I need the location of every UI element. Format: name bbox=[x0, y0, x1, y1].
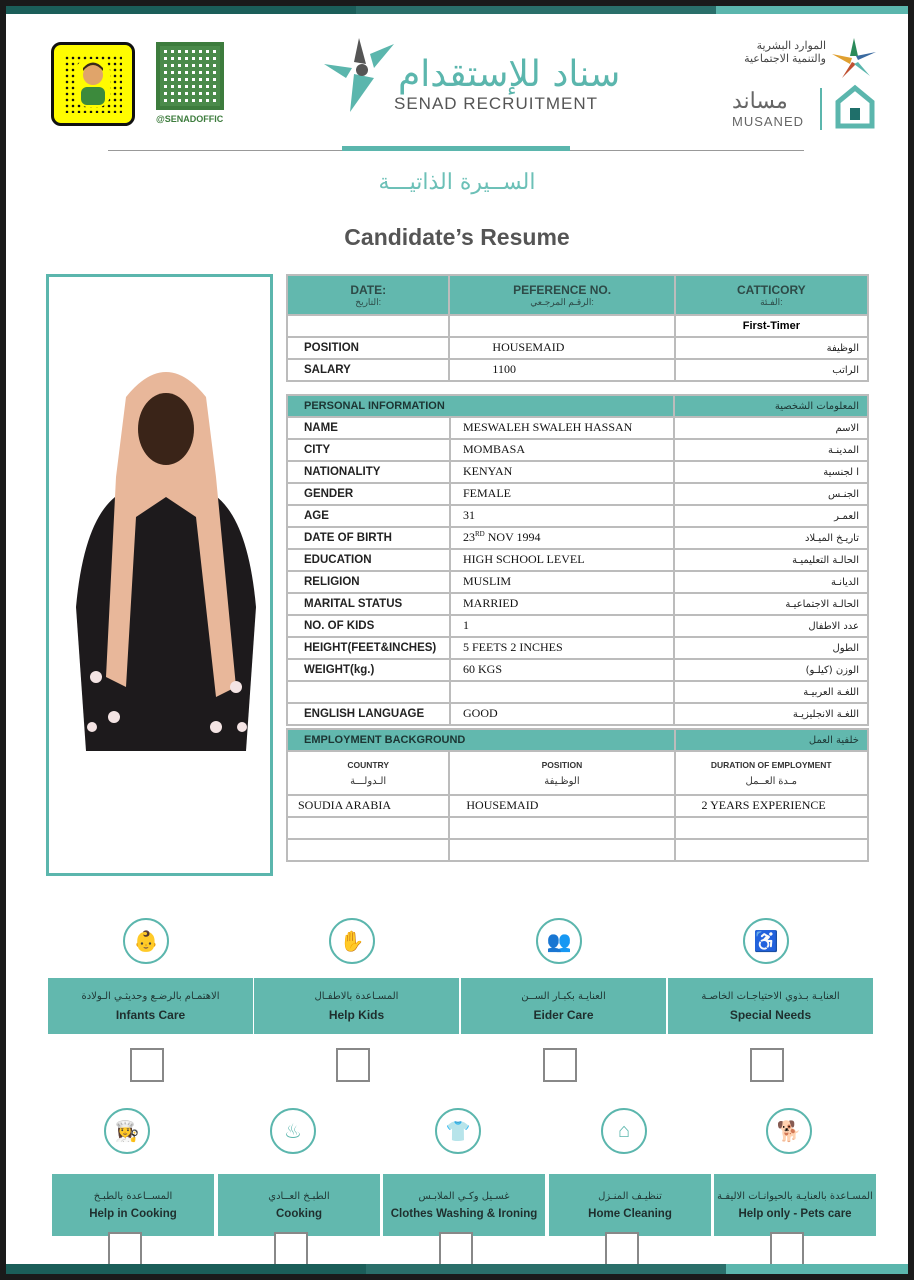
duration-header: DURATION OF EMPLOYMENT مـدة العــمل bbox=[675, 751, 868, 795]
skill-label: المســاعدة بالطبـخ Help in Cooking bbox=[52, 1174, 214, 1236]
table-row: NAME MESWALEH SWALEH HASSAN الاسم bbox=[287, 417, 868, 439]
cooking-pot-icon: ♨ bbox=[270, 1108, 316, 1154]
table-row: GENDER FEMALE الجنـس bbox=[287, 483, 868, 505]
skill-label: الاهتمـام بالرضـع وحديثـي الـولادة Infants Care bbox=[48, 978, 253, 1034]
position-header: POSITION الوظـيفة bbox=[449, 751, 674, 795]
summary-table bbox=[286, 274, 869, 382]
musaned-arabic: مساند bbox=[732, 88, 788, 113]
shirt-icon: 👕 bbox=[435, 1108, 481, 1154]
skill-label: المسـاعدة بالاطفـال Help Kids bbox=[254, 978, 459, 1034]
table-row bbox=[287, 839, 868, 861]
pet-icon: 🐕 bbox=[766, 1108, 812, 1154]
bottom-color-bar bbox=[6, 1264, 908, 1274]
house-clean-icon: ⌂ bbox=[601, 1108, 647, 1154]
skill-checkbox[interactable] bbox=[605, 1232, 639, 1266]
skill-label: العنايـة بكبـار الســن Eider Care bbox=[461, 978, 666, 1034]
header-accent-bar bbox=[342, 146, 570, 151]
candidate-photo bbox=[66, 357, 264, 751]
ministry-name: الموارد البشرية والتنمية الاجتماعية bbox=[744, 40, 826, 65]
ministry-logo-icon bbox=[828, 34, 880, 82]
photo-frame bbox=[46, 274, 273, 876]
cook-helper-icon: 👩‍🍳 bbox=[104, 1108, 150, 1154]
table-row: NO. OF KIDS 1 عدد الاطفال bbox=[287, 615, 868, 637]
table-row: HEIGHT(FEET&INCHES) 5 FEETS 2 INCHES الطول bbox=[287, 637, 868, 659]
qr-label: @SENADOFFIC bbox=[156, 114, 224, 124]
skill-label: الطبـخ العــادي Cooking bbox=[218, 1174, 380, 1236]
skill-checkbox[interactable] bbox=[108, 1232, 142, 1266]
skill-label: المسـاعدة بالعنايـة بالحيوانـات الاليفـة Help only - Pets care bbox=[714, 1174, 876, 1236]
skill-checkbox[interactable] bbox=[439, 1232, 473, 1266]
skill-checkbox[interactable] bbox=[770, 1232, 804, 1266]
logo-divider bbox=[820, 88, 822, 130]
senad-logo-icon bbox=[324, 34, 394, 114]
table-row: WEIGHT(kg.) 60 KGS الوزن (كيلـو) bbox=[287, 659, 868, 681]
personal-info-title-ar: المعلومات الشخصية bbox=[674, 395, 868, 417]
reference-value bbox=[449, 315, 674, 337]
skill-label: العنايـة بـذوي الاحتياجـات الخاصـة Special Needs bbox=[668, 978, 873, 1034]
musaned-logo-icon bbox=[834, 84, 876, 130]
category-header: CATTICORY الفـئة: bbox=[675, 275, 868, 315]
table-row: اللغـة العربيـة bbox=[287, 681, 868, 703]
employment-title-ar: خلفية العمل bbox=[675, 729, 868, 751]
page-title-arabic: الســيرة الذاتيـــة bbox=[378, 170, 536, 195]
dob-value: 23RD NOV 1994 bbox=[450, 527, 674, 549]
table-row: NATIONALITY KENYAN ا لجنسية bbox=[287, 461, 868, 483]
top-color-bar bbox=[6, 6, 908, 14]
skill-label: تنظيـف المنـزل Home Cleaning bbox=[549, 1174, 711, 1236]
table-row: ENGLISH LANGUAGE GOOD اللغـة الانجليزيـة bbox=[287, 703, 868, 725]
hand-kids-icon: ✋ bbox=[329, 918, 375, 964]
snapcode-icon bbox=[51, 42, 135, 126]
table-row: AGE 31 العمـر bbox=[287, 505, 868, 527]
employment-table bbox=[286, 728, 869, 862]
baby-care-icon: 👶 bbox=[123, 918, 169, 964]
country-header: COUNTRY الـدولـــة bbox=[287, 751, 449, 795]
skill-checkbox[interactable] bbox=[336, 1048, 370, 1082]
resume-page bbox=[6, 6, 908, 1274]
skill-checkbox[interactable] bbox=[274, 1232, 308, 1266]
reference-header: PEFERENCE NO. الرقـم المرجـعي: bbox=[449, 275, 674, 315]
table-row: RELIGION MUSLIM الديانـة bbox=[287, 571, 868, 593]
date-header: DATE: التاريخ: bbox=[287, 275, 449, 315]
elderly-icon: 👥 bbox=[536, 918, 582, 964]
category-value: First-Timer bbox=[675, 315, 868, 337]
skill-checkbox[interactable] bbox=[130, 1048, 164, 1082]
logo-arabic: سناد للإستقدام bbox=[398, 54, 621, 95]
skill-label: غسـيل وكـي الملابـس Clothes Washing & Ironing bbox=[383, 1174, 545, 1236]
table-row bbox=[287, 817, 868, 839]
personal-info-table bbox=[286, 394, 869, 726]
logo-english: SENAD RECRUITMENT bbox=[394, 94, 599, 113]
table-row: SALARY 1100 الراتب bbox=[287, 359, 868, 381]
table-row: SOUDIA ARABIA HOUSEMAID 2 YEARS EXPERIENCE bbox=[287, 795, 868, 817]
table-row: EDUCATION HIGH SCHOOL LEVEL الحالـة التعليميـة bbox=[287, 549, 868, 571]
skill-checkbox[interactable] bbox=[750, 1048, 784, 1082]
skill-checkbox[interactable] bbox=[543, 1048, 577, 1082]
qr-code-icon bbox=[156, 42, 224, 110]
table-row: DATE OF BIRTH 23RD NOV 1994 تاريـخ الميـلاد bbox=[287, 527, 868, 549]
table-row: MARITAL STATUS MARRIED الحالـة الاجتماعيـة bbox=[287, 593, 868, 615]
table-row: CITY MOMBASA المدينـة bbox=[287, 439, 868, 461]
avatar bbox=[76, 59, 110, 107]
page-title: Candidate’s Resume bbox=[344, 224, 570, 250]
personal-info-title: PERSONAL INFORMATION bbox=[287, 395, 674, 417]
employment-title: EMPLOYMENT BACKGROUND bbox=[287, 729, 675, 751]
date-value bbox=[287, 315, 449, 337]
table-row: POSITION HOUSEMAID الوظيفة bbox=[287, 337, 868, 359]
musaned-english: MUSANED bbox=[732, 114, 805, 129]
wheelchair-icon: ♿ bbox=[743, 918, 789, 964]
